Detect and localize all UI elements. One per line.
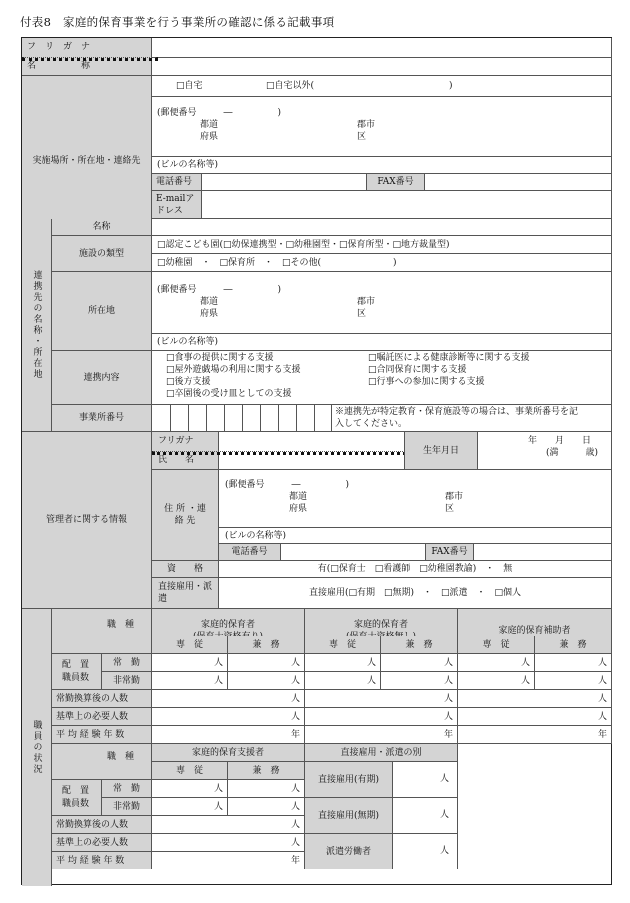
cell-input[interactable]: 人: [381, 654, 458, 672]
cell-input[interactable]: 年: [458, 726, 612, 744]
manager-address-block[interactable]: (郵便番号 ― ) 都道 府県 郡市 区: [219, 470, 612, 528]
email-label: E-mailア ドレス: [152, 191, 202, 219]
cooperation-label: 連携内容: [52, 351, 152, 405]
parttime-label: 非常勤: [102, 672, 152, 690]
cell-input[interactable]: 年: [305, 726, 458, 744]
manager-tel-input[interactable]: [281, 544, 426, 561]
direct-fixed-label: 直接雇用(有期): [305, 762, 393, 798]
cell-input[interactable]: 人: [458, 672, 535, 690]
col-header-qualified: 家庭的保育者: [152, 609, 305, 654]
cell-input[interactable]: 人: [228, 780, 305, 798]
form-title: 付表8 家庭的保育事業を行う事業所の確認に係る記載事項: [20, 15, 335, 29]
parttime-label-2: 非常勤: [102, 798, 152, 816]
furigana-input[interactable]: [152, 38, 612, 58]
subheader-kenmu-d: 兼 務: [228, 762, 305, 780]
manager-tel-label: 電話番号: [219, 544, 281, 561]
office-no-label: 事業所番号: [52, 405, 152, 432]
cell-input[interactable]: 人: [228, 654, 305, 672]
manager-name-header: フリガナ 氏 名: [152, 432, 219, 470]
partner-address-block[interactable]: (郵便番号 ― ) 都道 府県 郡市 区: [152, 272, 612, 334]
col-header-unqualified: 家庭的保育者: [305, 609, 458, 654]
col-header-support: 家庭的保育支援者: [152, 744, 305, 762]
cell-input[interactable]: 人: [305, 708, 458, 726]
email-input[interactable]: [202, 191, 612, 219]
fulltime-label-2: 常 勤: [102, 780, 152, 798]
facility-type-row1[interactable]: □認定こども園(□幼保連携型・□幼稚園型・□保育所型・□地方裁量型): [152, 236, 612, 254]
name-input[interactable]: [152, 58, 612, 76]
form-table: [21, 37, 612, 885]
qualification-choices[interactable]: 有(□保育士 □看護師 □幼稚園教諭) ・ 無: [219, 561, 612, 578]
building-row[interactable]: (ビルの名称等): [152, 157, 612, 174]
cell-input[interactable]: 人: [535, 672, 612, 690]
cell-input[interactable]: 人: [152, 672, 228, 690]
cooperation-checklist[interactable]: □食事の提供に関する支援 □屋外遊戯場の利用に関する支援 □後方支援 □卒園後の受け皿としての支援 □嘱託医による健康診断等に関する支援 □合同保育に関する支援 □行事への参加に関する支援: [152, 351, 612, 405]
subheader-kenmu-c: 兼 務: [535, 636, 612, 654]
birthdate-label: 生年月日: [405, 432, 478, 470]
birthdate-input[interactable]: 年 月 日 (満 歳): [478, 432, 612, 470]
manager-address-label: 住 所 ・連 絡 先: [152, 470, 219, 561]
tel-input[interactable]: [202, 174, 367, 191]
employment-choices[interactable]: 直接雇用(□有期 □無期) ・ □派遣 ・ □個人: [219, 578, 612, 609]
cell-input[interactable]: 人: [393, 798, 458, 834]
employment-label: 直接雇用・派 遣: [152, 578, 219, 609]
cell-input[interactable]: 人: [152, 690, 305, 708]
cell-input[interactable]: 人: [305, 690, 458, 708]
cell-input[interactable]: 人: [152, 816, 305, 834]
manager-fax-label: FAX番号: [426, 544, 474, 561]
office-no-note: ※連携先が特定教育・保育施設等の場合は、事業所番号を記 入してください。: [332, 405, 612, 432]
subheader-kenmu-a: 兼 務: [228, 636, 305, 654]
partner-name-label: 名称: [52, 219, 152, 236]
staff-count-label: 配 置 職員数: [52, 654, 102, 690]
location-label: 実施場所・所在地・連絡先: [22, 76, 152, 247]
manager-name-input[interactable]: [219, 432, 405, 470]
subheader-senju-d: 専 従: [152, 762, 228, 780]
subheader-kenmu-b: 兼 務: [381, 636, 458, 654]
cell-input[interactable]: 人: [152, 834, 305, 852]
col-header-assistant: 家庭的保育補助者: [458, 609, 612, 654]
cell-input[interactable]: 人: [152, 798, 228, 816]
address-block[interactable]: (郵便番号 ― ) 都道 府県 郡市 区: [152, 97, 612, 157]
dispatch-label: 派遣労働者: [305, 834, 393, 869]
cell-input[interactable]: 人: [152, 708, 305, 726]
partner-name-input[interactable]: [152, 219, 612, 236]
cell-input[interactable]: 人: [305, 654, 381, 672]
subheader-senju-c: 専 従: [458, 636, 535, 654]
cell-input[interactable]: 人: [152, 654, 228, 672]
cell-input[interactable]: 人: [152, 780, 228, 798]
required-label-2: 基準上の必要人数: [52, 834, 152, 852]
cell-input[interactable]: 年: [152, 726, 305, 744]
fax-label: FAX番号: [367, 174, 425, 191]
fax-input[interactable]: [425, 174, 612, 191]
cell-input[interactable]: 人: [228, 672, 305, 690]
cell-input[interactable]: 人: [228, 798, 305, 816]
cell-input[interactable]: 年: [152, 852, 305, 869]
partner-address-label: 所在地: [52, 272, 152, 351]
cell-input[interactable]: 人: [535, 654, 612, 672]
cell-input[interactable]: 人: [393, 834, 458, 869]
fte-label-2: 常勤換算後の人数: [52, 816, 152, 834]
name-label: 名 称: [27, 61, 91, 71]
required-label: 基準上の必要人数: [52, 708, 152, 726]
facility-type-row2[interactable]: □幼稚園 ・ □保育所 ・ □その他( ): [152, 254, 612, 272]
subheader-senju-a: 専 従: [152, 636, 228, 654]
not-home-checkbox[interactable]: □自宅以外( ): [266, 81, 453, 91]
tel-label: 電話番号: [152, 174, 202, 191]
manager-fax-input[interactable]: [474, 544, 612, 561]
cell-input[interactable]: 人: [458, 690, 612, 708]
furigana-label: フ リ ガ ナ: [27, 42, 91, 52]
cell-input[interactable]: 人: [393, 762, 458, 798]
job-type-header-2: 職 種: [52, 744, 152, 780]
partner-side-label: 連携先の名称・所在地: [22, 219, 52, 432]
manager-building-row[interactable]: (ビルの名称等): [219, 528, 612, 544]
cell-input[interactable]: 人: [381, 672, 458, 690]
experience-label-2: 平 均 経 験 年 数: [52, 852, 152, 869]
qualification-label: 資 格: [152, 561, 219, 578]
manager-label: 管理者に関する情報: [22, 432, 152, 609]
cell-input[interactable]: 人: [458, 654, 535, 672]
fte-label: 常勤換算後の人数: [52, 690, 152, 708]
staff-count-label-2: 配 置 職員数: [52, 780, 102, 816]
facility-type-label: 施設の類型: [52, 236, 152, 272]
experience-label: 平 均 経 験 年 数: [52, 726, 152, 744]
home-choice-row: [152, 76, 612, 97]
partner-building-row[interactable]: (ビルの名称等): [152, 334, 612, 351]
home-checkbox[interactable]: □自宅: [176, 81, 203, 91]
direct-indefinite-label: 直接雇用(無期): [305, 798, 393, 834]
office-no-boxes[interactable]: [152, 405, 332, 432]
fulltime-label: 常 勤: [102, 654, 152, 672]
staff-side-label: 職員の状況: [22, 609, 52, 886]
job-type-header: 職 種: [52, 609, 152, 654]
subheader-senju-b: 専 従: [305, 636, 381, 654]
cell-input[interactable]: 人: [305, 672, 381, 690]
employment-type-header: 直接雇用・派遣の別: [305, 744, 458, 762]
cell-input[interactable]: 人: [458, 708, 612, 726]
